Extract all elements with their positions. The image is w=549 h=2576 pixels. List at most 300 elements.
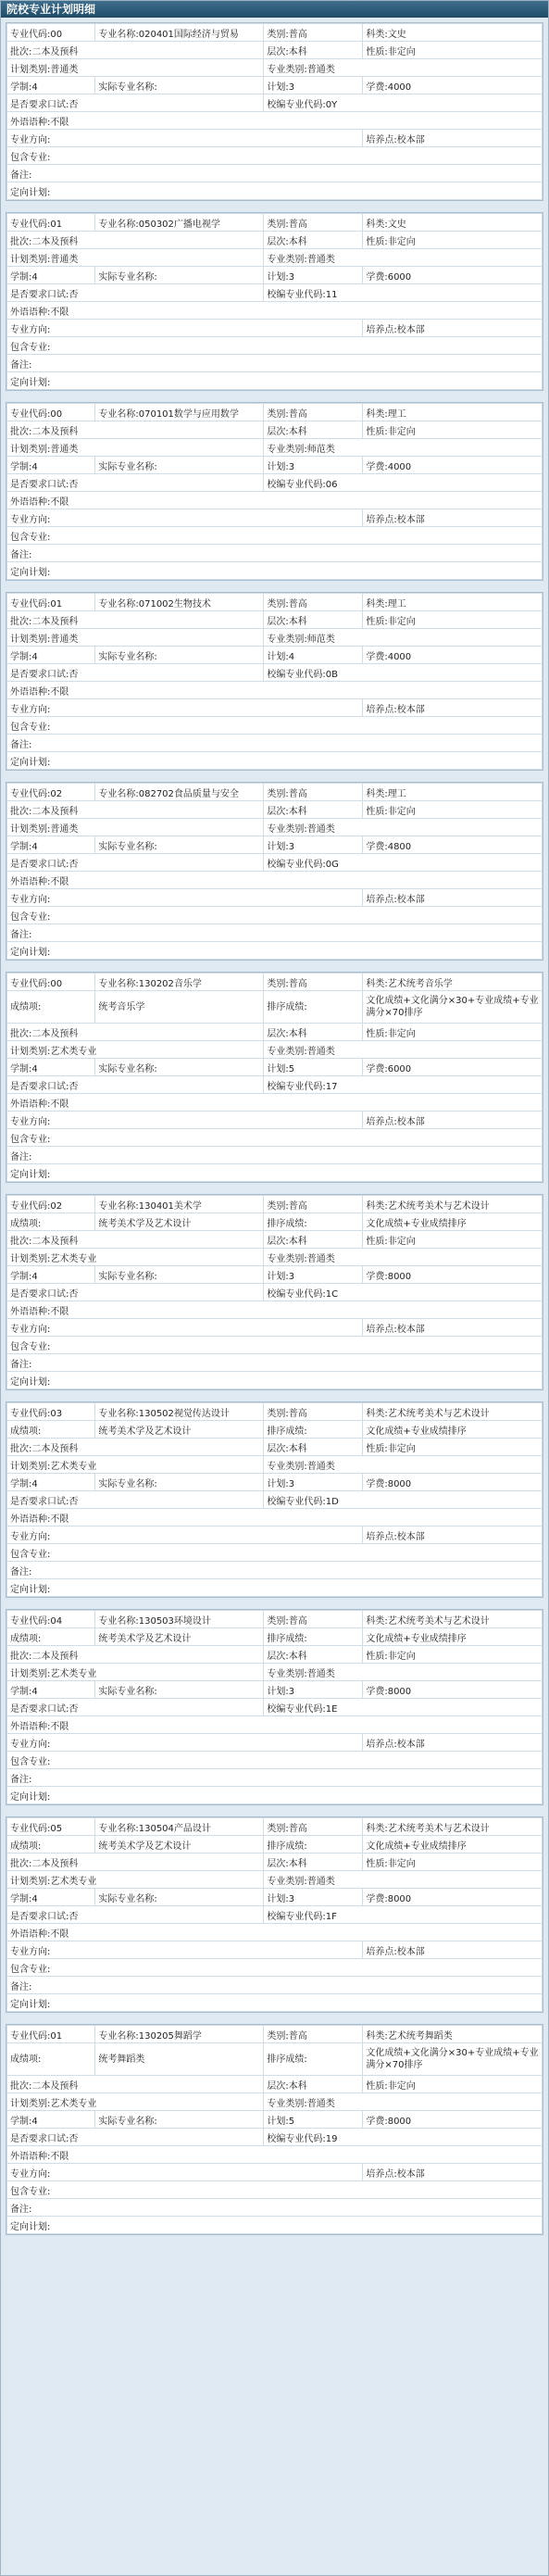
major-code-cell: 专业代码:02 [7,1196,95,1213]
direction-cell: 专业方向: [7,699,363,717]
batch-cell: 批次:二本及预科 [7,801,264,819]
table-row [7,1527,543,1544]
oral-test-cell: 是否要求口试:否 [7,1491,264,1509]
table-row [7,1664,543,1681]
table-row [7,1129,543,1147]
table-row [7,59,543,77]
actual-name-cell: 实际专业名称: [95,1889,264,1906]
table-row [7,594,543,611]
table-row [7,1716,543,1734]
rank-score-cell: 文化成绩+专业成绩排序 [363,1213,543,1231]
table-row [7,24,543,42]
table-row [7,2129,543,2146]
category-cell: 类别:普高 [264,24,363,42]
level-cell: 层次:本科 [264,232,363,249]
batch-cell: 批次:二本及预科 [7,42,264,59]
score-item-label-cell: 成绩项: [7,1836,95,1853]
level-cell: 层次:本科 [264,1231,363,1249]
direction-cell: 专业方向: [7,1112,363,1129]
school-code-cell: 校编专业代码:0G [264,854,543,872]
table-row [7,2181,543,2199]
major-code-cell: 专业代码:00 [7,974,95,991]
table-row [7,1681,543,1699]
directed-plan-cell: 定向计划: [7,2217,543,2234]
table-row [7,682,543,699]
campus-cell: 培养点:校本部 [363,699,543,717]
batch-cell: 批次:二本及预科 [7,1439,264,1456]
plan-type-cell: 计划类别:艺术类专业 [7,1664,264,1681]
rank-score-cell: 文化成绩+专业成绩排序 [363,1628,543,1646]
language-cell: 外语语种:不限 [7,1716,543,1734]
table-row [7,2111,543,2129]
table-row [7,1354,543,1372]
table-row [7,942,543,960]
table-row [7,1094,543,1112]
plan-type-cell: 计划类别:普通类 [7,439,264,457]
includes-cell: 包含专业: [7,1752,543,1769]
major-plan-block [6,782,543,961]
campus-cell: 培养点:校本部 [363,1319,543,1337]
directed-plan-cell: 定向计划: [7,372,543,390]
major-type-cell: 专业类别:普通类 [264,1664,543,1681]
table-row [7,854,543,872]
major-plan-table [6,1402,543,1597]
table-row [7,457,543,474]
oral-test-cell: 是否要求口试:否 [7,284,264,302]
years-cell: 学制:4 [7,267,95,284]
table-row [7,545,543,562]
table-row [7,1266,543,1284]
table-row [7,1147,543,1164]
table-row [7,1579,543,1597]
campus-cell: 培养点:校本部 [363,1734,543,1752]
category-cell: 类别:普高 [264,1611,363,1628]
campus-cell: 培养点:校本部 [363,509,543,527]
school-code-cell: 校编专业代码:1E [264,1699,543,1716]
subject-cell: 科类:艺术统考美术与艺术设计 [363,1403,543,1421]
nature-cell: 性质:非定向 [363,611,543,629]
nature-cell: 性质:非定向 [363,232,543,249]
major-name-cell: 专业名称:071002生物技术 [95,594,264,611]
table-row [7,130,543,147]
nature-cell: 性质:非定向 [363,1853,543,1871]
language-cell: 外语语种:不限 [7,492,543,509]
table-row [7,2043,543,2076]
table-row [7,1562,543,1579]
major-plan-block [6,402,543,581]
table-row [7,1611,543,1628]
plan-type-cell: 计划类别:艺术类专业 [7,1249,264,1266]
actual-name-cell: 实际专业名称: [95,1681,264,1699]
plan-type-cell: 计划类别:普通类 [7,249,264,267]
years-cell: 学制:4 [7,647,95,664]
includes-cell: 包含专业: [7,907,543,924]
major-plan-block [6,592,543,771]
major-type-cell: 专业类别:普通类 [264,59,543,77]
table-row [7,1871,543,1889]
school-code-cell: 校编专业代码:11 [264,284,543,302]
plan-count-cell: 计划:3 [264,77,363,94]
language-cell: 外语语种:不限 [7,2146,543,2164]
directed-plan-cell: 定向计划: [7,182,543,200]
actual-name-cell: 实际专业名称: [95,267,264,284]
panel-title: 院校专业计划明细 [1,1,548,18]
table-row [7,1906,543,1924]
score-item-label-cell: 成绩项: [7,2043,95,2076]
batch-cell: 批次:二本及预科 [7,1853,264,1871]
level-cell: 层次:本科 [264,1646,363,1664]
actual-name-cell: 实际专业名称: [95,1266,264,1284]
table-row [7,1994,543,2012]
batch-cell: 批次:二本及预科 [7,421,264,439]
table-row [7,421,543,439]
includes-cell: 包含专业: [7,717,543,735]
language-cell: 外语语种:不限 [7,1094,543,1112]
major-code-cell: 专业代码:02 [7,784,95,801]
level-cell: 层次:本科 [264,801,363,819]
category-cell: 类别:普高 [264,1818,363,1836]
plan-count-cell: 计划:3 [264,457,363,474]
tuition-cell: 学费:8000 [363,2111,543,2129]
major-name-cell: 专业名称:070101数学与应用数学 [95,404,264,421]
table-row [7,182,543,200]
table-row [7,404,543,421]
major-type-cell: 专业类别:普通类 [264,1871,543,1889]
nature-cell: 性质:非定向 [363,421,543,439]
plan-count-cell: 计划:4 [264,647,363,664]
tuition-cell: 学费:4800 [363,836,543,854]
batch-cell: 批次:二本及预科 [7,611,264,629]
table-row [7,1699,543,1716]
years-cell: 学制:4 [7,836,95,854]
major-name-cell: 专业名称:130205舞蹈学 [95,2026,264,2043]
tuition-cell: 学费:4000 [363,457,543,474]
campus-cell: 培养点:校本部 [363,1527,543,1544]
plan-count-cell: 计划:5 [264,2111,363,2129]
remark-cell: 备注: [7,2199,543,2217]
level-cell: 层次:本科 [264,1439,363,1456]
language-cell: 外语语种:不限 [7,682,543,699]
nature-cell: 性质:非定向 [363,1231,543,1249]
campus-cell: 培养点:校本部 [363,1112,543,1129]
school-code-cell: 校编专业代码:0B [264,664,543,682]
direction-cell: 专业方向: [7,320,363,337]
years-cell: 学制:4 [7,2111,95,2129]
tuition-cell: 学费:8000 [363,1681,543,1699]
major-plan-block [6,1816,543,2013]
batch-cell: 批次:二本及预科 [7,1646,264,1664]
table-row [7,784,543,801]
table-row [7,267,543,284]
school-code-cell: 校编专业代码:19 [264,2129,543,2146]
actual-name-cell: 实际专业名称: [95,1474,264,1491]
major-type-cell: 专业类别:普通类 [264,1041,543,1059]
major-plan-block [6,1401,543,1598]
table-row [7,1941,543,1959]
batch-cell: 批次:二本及预科 [7,1231,264,1249]
rank-score-cell: 文化成绩+文化满分×30+专业成绩+专业满分×70排序 [363,991,543,1024]
score-item-label-cell: 成绩项: [7,1421,95,1439]
subject-cell: 科类:艺术统考美术与艺术设计 [363,1196,543,1213]
directed-plan-cell: 定向计划: [7,1372,543,1389]
table-row [7,889,543,907]
subject-cell: 科类:文史 [363,214,543,232]
major-plan-table [6,1195,543,1389]
directed-plan-cell: 定向计划: [7,1164,543,1182]
includes-cell: 包含专业: [7,1129,543,1147]
rank-score-label-cell: 排序成绩: [264,1213,363,1231]
tuition-cell: 学费:4000 [363,77,543,94]
major-plan-block [6,22,543,201]
remark-cell: 备注: [7,1769,543,1787]
years-cell: 学制:4 [7,1266,95,1284]
table-row [7,611,543,629]
table-row [7,302,543,320]
plan-count-cell: 计划:3 [264,836,363,854]
table-row [7,2026,543,2043]
subject-cell: 科类:艺术统考舞蹈类 [363,2026,543,2043]
language-cell: 外语语种:不限 [7,1301,543,1319]
table-row [7,801,543,819]
table-row [7,2199,543,2217]
subject-cell: 科类:理工 [363,784,543,801]
table-row [7,1284,543,1301]
major-type-cell: 专业类别:普通类 [264,1456,543,1474]
table-row [7,819,543,836]
directed-plan-cell: 定向计划: [7,562,543,580]
actual-name-cell: 实际专业名称: [95,77,264,94]
category-cell: 类别:普高 [264,594,363,611]
includes-cell: 包含专业: [7,147,543,165]
school-code-cell: 校编专业代码:1D [264,1491,543,1509]
remark-cell: 备注: [7,1977,543,1994]
table-row [7,1421,543,1439]
major-plan-table [6,23,543,200]
major-type-cell: 专业类别:普通类 [264,2093,543,2111]
oral-test-cell: 是否要求口试:否 [7,94,264,112]
plan-type-cell: 计划类别:普通类 [7,819,264,836]
subject-cell: 科类:艺术统考美术与艺术设计 [363,1611,543,1628]
table-row [7,1889,543,1906]
major-code-cell: 专业代码:05 [7,1818,95,1836]
table-row [7,647,543,664]
table-row [7,1769,543,1787]
oral-test-cell: 是否要求口试:否 [7,1284,264,1301]
major-list [1,18,548,2235]
major-name-cell: 专业名称:130504产品设计 [95,1818,264,1836]
years-cell: 学制:4 [7,1889,95,1906]
score-item-label-cell: 成绩项: [7,1213,95,1231]
major-type-cell: 专业类别:师范类 [264,629,543,647]
table-row [7,1734,543,1752]
remark-cell: 备注: [7,1147,543,1164]
table-row [7,165,543,182]
tuition-cell: 学费:4000 [363,647,543,664]
major-code-cell: 专业代码:03 [7,1403,95,1421]
school-code-cell: 校编专业代码:06 [264,474,543,492]
table-row [7,372,543,390]
major-plan-table [6,1817,543,2012]
includes-cell: 包含专业: [7,2181,543,2199]
oral-test-cell: 是否要求口试:否 [7,1076,264,1094]
major-plan-table [6,2025,543,2234]
table-row [7,1024,543,1041]
subject-cell: 科类:理工 [363,404,543,421]
years-cell: 学制:4 [7,457,95,474]
plan-count-cell: 计划:5 [264,1059,363,1076]
plan-count-cell: 计划:3 [264,1889,363,1906]
actual-name-cell: 实际专业名称: [95,457,264,474]
major-name-cell: 专业名称:050302广播电视学 [95,214,264,232]
major-code-cell: 专业代码:01 [7,594,95,611]
includes-cell: 包含专业: [7,1337,543,1354]
table-row [7,214,543,232]
major-code-cell: 专业代码:00 [7,404,95,421]
table-row [7,1491,543,1509]
major-plan-table [6,403,543,580]
directed-plan-cell: 定向计划: [7,1994,543,2012]
plan-type-cell: 计划类别:艺术类专业 [7,1456,264,1474]
table-row [7,112,543,130]
years-cell: 学制:4 [7,1059,95,1076]
table-row [7,629,543,647]
table-row [7,232,543,249]
tuition-cell: 学费:8000 [363,1266,543,1284]
table-row [7,974,543,991]
major-plan-table [6,783,543,960]
tuition-cell: 学费:8000 [363,1889,543,1906]
table-row [7,1977,543,1994]
table-row [7,1164,543,1182]
major-plan-block [6,972,543,1183]
major-name-cell: 专业名称:020401国际经济与贸易 [95,24,264,42]
oral-test-cell: 是否要求口试:否 [7,1699,264,1716]
subject-cell: 科类:文史 [363,24,543,42]
plan-count-cell: 计划:3 [264,1474,363,1491]
rank-score-label-cell: 排序成绩: [264,2043,363,2076]
table-row [7,94,543,112]
rank-score-cell: 文化成绩+专业成绩排序 [363,1836,543,1853]
table-row [7,735,543,752]
plan-type-cell: 计划类别:普通类 [7,59,264,77]
direction-cell: 专业方向: [7,1941,363,1959]
category-cell: 类别:普高 [264,974,363,991]
plan-count-cell: 计划:3 [264,1266,363,1284]
oral-test-cell: 是否要求口试:否 [7,1906,264,1924]
major-type-cell: 专业类别:普通类 [264,1249,543,1266]
table-row [7,474,543,492]
oral-test-cell: 是否要求口试:否 [7,474,264,492]
school-code-cell: 校编专业代码:0Y [264,94,543,112]
subject-cell: 科类:艺术统考音乐学 [363,974,543,991]
directed-plan-cell: 定向计划: [7,942,543,960]
table-row [7,1196,543,1213]
table-row [7,1319,543,1337]
remark-cell: 备注: [7,924,543,942]
table-row [7,924,543,942]
category-cell: 类别:普高 [264,784,363,801]
actual-name-cell: 实际专业名称: [95,836,264,854]
table-row [7,1041,543,1059]
table-row [7,1474,543,1491]
major-plan-table [6,1610,543,1804]
score-item-label-cell: 成绩项: [7,1628,95,1646]
plan-type-cell: 计划类别:艺术类专业 [7,1041,264,1059]
table-row [7,699,543,717]
nature-cell: 性质:非定向 [363,801,543,819]
school-code-cell: 校编专业代码:1C [264,1284,543,1301]
table-row [7,1076,543,1094]
major-plan-block [6,212,543,391]
remark-cell: 备注: [7,165,543,182]
table-row [7,2164,543,2181]
score-item-cell: 统考美术学及艺术设计 [95,1628,264,1646]
major-name-cell: 专业名称:082702食品质量与安全 [95,784,264,801]
years-cell: 学制:4 [7,1474,95,1491]
table-row [7,1544,543,1562]
language-cell: 外语语种:不限 [7,302,543,320]
table-row [7,492,543,509]
table-row [7,991,543,1024]
nature-cell: 性质:非定向 [363,1646,543,1664]
table-row [7,752,543,770]
years-cell: 学制:4 [7,1681,95,1699]
direction-cell: 专业方向: [7,889,363,907]
category-cell: 类别:普高 [264,214,363,232]
table-row [7,527,543,545]
campus-cell: 培养点:校本部 [363,889,543,907]
campus-cell: 培养点:校本部 [363,1941,543,1959]
table-row [7,1301,543,1319]
directed-plan-cell: 定向计划: [7,1579,543,1597]
table-row [7,2093,543,2111]
major-code-cell: 专业代码:00 [7,24,95,42]
major-plan-block [6,2024,543,2235]
table-row [7,1836,543,1853]
category-cell: 类别:普高 [264,404,363,421]
years-cell: 学制:4 [7,77,95,94]
category-cell: 类别:普高 [264,1196,363,1213]
score-item-cell: 统考美术学及艺术设计 [95,1213,264,1231]
major-name-cell: 专业名称:130202音乐学 [95,974,264,991]
table-row [7,42,543,59]
table-row [7,77,543,94]
table-row [7,1959,543,1977]
rank-score-label-cell: 排序成绩: [264,1421,363,1439]
table-row [7,836,543,854]
major-code-cell: 专业代码:01 [7,2026,95,2043]
table-row [7,439,543,457]
actual-name-cell: 实际专业名称: [95,1059,264,1076]
table-row [7,907,543,924]
table-row [7,1752,543,1769]
major-plan-block [6,1609,543,1805]
campus-cell: 培养点:校本部 [363,2164,543,2181]
major-name-cell: 专业名称:130401美术学 [95,1196,264,1213]
table-row [7,355,543,372]
category-cell: 类别:普高 [264,1403,363,1421]
table-row [7,1231,543,1249]
table-row [7,2146,543,2164]
direction-cell: 专业方向: [7,2164,363,2181]
school-code-cell: 校编专业代码:1F [264,1906,543,1924]
actual-name-cell: 实际专业名称: [95,647,264,664]
score-item-cell: 统考舞蹈类 [95,2043,264,2076]
table-row [7,509,543,527]
major-name-cell: 专业名称:130503环境设计 [95,1611,264,1628]
subject-cell: 科类:艺术统考美术与艺术设计 [363,1818,543,1836]
table-row [7,1646,543,1664]
